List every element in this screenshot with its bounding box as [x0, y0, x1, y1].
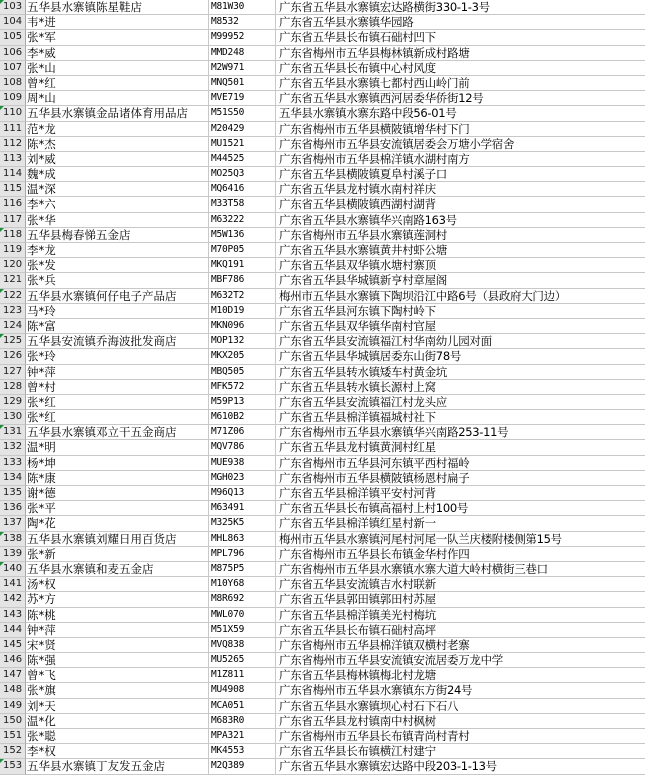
merchant-name-cell[interactable]: 刘*威 — [26, 152, 209, 167]
merchant-name-cell[interactable]: 李*龙 — [26, 243, 209, 258]
merchant-name-cell[interactable]: 陈*富 — [26, 319, 209, 334]
row-number[interactable]: 144 — [0, 623, 26, 638]
merchant-code-cell[interactable]: MVE719 — [209, 91, 276, 106]
table-row[interactable] — [0, 759, 645, 774]
row-number[interactable]: 120 — [0, 258, 26, 273]
merchant-name-cell[interactable]: 张*军 — [26, 30, 209, 45]
row-number[interactable]: 121 — [0, 273, 26, 288]
address-cell[interactable]: 广东省五华县棉洋镇美光村梅坑 — [276, 608, 645, 623]
table-row[interactable] — [0, 46, 645, 61]
row-number[interactable]: 131 — [0, 425, 26, 440]
merchant-name-cell[interactable]: 陈*强 — [26, 653, 209, 668]
table-row[interactable] — [0, 365, 645, 380]
merchant-code-cell[interactable]: MU1521 — [209, 137, 276, 152]
address-cell[interactable]: 广东省五华县转水镇长源村上窝 — [276, 380, 645, 395]
merchant-name-cell[interactable]: 刘*天 — [26, 699, 209, 714]
row-number[interactable]: 104 — [0, 15, 26, 30]
row-number[interactable]: 119 — [0, 243, 26, 258]
address-cell[interactable]: 广东省五华县河东镇下陶村岭下 — [276, 304, 645, 319]
address-cell[interactable]: 广东省五华县水寨镇坝心村石下石八 — [276, 699, 645, 714]
merchant-code-cell[interactable]: MNQ501 — [209, 76, 276, 91]
merchant-code-cell[interactable]: M20429 — [209, 122, 276, 137]
merchant-code-cell[interactable]: MU5265 — [209, 653, 276, 668]
address-cell[interactable]: 广东省五华县长布镇石础村凹下 — [276, 30, 645, 45]
table-row[interactable] — [0, 683, 645, 698]
address-cell[interactable]: 广东省五华县安流镇福江村龙头应 — [276, 395, 645, 410]
merchant-name-cell[interactable]: 温*明 — [26, 440, 209, 455]
address-cell[interactable]: 广东省五华县横陂镇夏阜村溪子口 — [276, 167, 645, 182]
address-cell[interactable]: 广东省梅州市五华县水寨镇水寨大道大岭村横街三巷口 — [276, 562, 645, 577]
row-number[interactable]: 137 — [0, 516, 26, 531]
row-number[interactable]: 115 — [0, 182, 26, 197]
merchant-name-cell[interactable]: 张*发 — [26, 258, 209, 273]
table-row[interactable] — [0, 501, 645, 516]
table-row[interactable] — [0, 167, 645, 182]
merchant-name-cell[interactable]: 张*兵 — [26, 273, 209, 288]
row-number[interactable]: 151 — [0, 729, 26, 744]
address-cell[interactable]: 广东省五华县华城镇居委东山街78号 — [276, 349, 645, 364]
merchant-code-cell[interactable]: MBF786 — [209, 273, 276, 288]
row-number[interactable]: 123 — [0, 304, 26, 319]
address-cell[interactable]: 广东省梅州市五华县棉洋镇双横村老寨 — [276, 638, 645, 653]
merchant-code-cell[interactable]: MOP132 — [209, 334, 276, 349]
row-number[interactable]: 116 — [0, 197, 26, 212]
table-row[interactable] — [0, 744, 645, 759]
row-number[interactable]: 138 — [0, 532, 26, 547]
merchant-code-cell[interactable]: M10Y68 — [209, 577, 276, 592]
row-number[interactable]: 106 — [0, 46, 26, 61]
merchant-code-cell[interactable]: M10D19 — [209, 304, 276, 319]
address-cell[interactable]: 广东省五华县双华镇华南村官屋 — [276, 319, 645, 334]
table-row[interactable] — [0, 243, 645, 258]
address-cell[interactable]: 广东省梅州市五华县水寨镇华兴南路253-11号 — [276, 425, 645, 440]
row-number[interactable]: 112 — [0, 137, 26, 152]
table-row[interactable] — [0, 425, 645, 440]
merchant-code-cell[interactable]: M96Q13 — [209, 486, 276, 501]
merchant-name-cell[interactable]: 张*旗 — [26, 683, 209, 698]
address-cell[interactable]: 广东省五华县安流镇吉水村联新 — [276, 577, 645, 592]
merchant-code-cell[interactable]: MO25Q3 — [209, 167, 276, 182]
address-cell[interactable]: 广东省五华县长布镇中心村风度 — [276, 61, 645, 76]
table-row[interactable] — [0, 440, 645, 455]
row-number[interactable]: 109 — [0, 91, 26, 106]
merchant-name-cell[interactable]: 温*化 — [26, 714, 209, 729]
merchant-code-cell[interactable]: M1Z811 — [209, 668, 276, 683]
merchant-code-cell[interactable]: MFK572 — [209, 380, 276, 395]
address-cell[interactable]: 广东省梅州市五华县河东镇平西村福岭 — [276, 456, 645, 471]
address-cell[interactable]: 广东省五华县郭田镇郭田村苏屋 — [276, 592, 645, 607]
merchant-code-cell[interactable]: M71Z06 — [209, 425, 276, 440]
merchant-code-cell[interactable]: M2Q389 — [209, 759, 276, 774]
merchant-name-cell[interactable]: 张*新 — [26, 547, 209, 562]
address-cell[interactable]: 广东省梅州市五华县棉洋镇水湖村南方 — [276, 152, 645, 167]
merchant-code-cell[interactable]: MGH023 — [209, 471, 276, 486]
merchant-code-cell[interactable]: M8532 — [209, 15, 276, 30]
address-cell[interactable]: 广东省五华县水寨镇华园路 — [276, 15, 645, 30]
table-row[interactable] — [0, 471, 645, 486]
merchant-code-cell[interactable]: M2W971 — [209, 61, 276, 76]
table-row[interactable] — [0, 30, 645, 45]
merchant-name-cell[interactable]: 李*权 — [26, 744, 209, 759]
merchant-code-cell[interactable]: M99952 — [209, 30, 276, 45]
merchant-code-cell[interactable]: MHL863 — [209, 532, 276, 547]
address-cell[interactable]: 广东省五华县梅林镇梅北村龙塘 — [276, 668, 645, 683]
table-row[interactable] — [0, 395, 645, 410]
address-cell[interactable]: 广东省梅州市五华县梅林镇新成村路塘 — [276, 46, 645, 61]
row-number[interactable]: 111 — [0, 122, 26, 137]
merchant-name-cell[interactable]: 五华县安流镇乔海波批发商店 — [26, 334, 209, 349]
table-row[interactable] — [0, 122, 645, 137]
merchant-code-cell[interactable]: M63491 — [209, 501, 276, 516]
address-cell[interactable]: 广东省五华县龙村镇南中村枫树 — [276, 714, 645, 729]
address-cell[interactable]: 广东省梅州市五华县水寨镇莲洞村 — [276, 228, 645, 243]
table-row[interactable] — [0, 668, 645, 683]
row-number[interactable]: 108 — [0, 76, 26, 91]
row-number[interactable]: 148 — [0, 683, 26, 698]
merchant-name-cell[interactable]: 汤*权 — [26, 577, 209, 592]
merchant-name-cell[interactable]: 韦*进 — [26, 15, 209, 30]
merchant-code-cell[interactable]: MQ6416 — [209, 182, 276, 197]
address-cell[interactable]: 广东省五华县水寨镇西河居委华侨街12号 — [276, 91, 645, 106]
row-number[interactable]: 127 — [0, 365, 26, 380]
address-cell[interactable]: 广东省五华县龙村镇黄洞村红星 — [276, 440, 645, 455]
table-row[interactable] — [0, 714, 645, 729]
merchant-name-cell[interactable]: 五华县水寨镇何仔电子产品店 — [26, 289, 209, 304]
merchant-code-cell[interactable]: MKQ191 — [209, 258, 276, 273]
merchant-code-cell[interactable]: M325K5 — [209, 516, 276, 531]
row-number[interactable]: 153 — [0, 759, 26, 774]
table-row[interactable] — [0, 106, 645, 121]
merchant-name-cell[interactable]: 张*华 — [26, 213, 209, 228]
row-number[interactable]: 141 — [0, 577, 26, 592]
merchant-name-cell[interactable]: 陈*康 — [26, 471, 209, 486]
merchant-name-cell[interactable]: 张*红 — [26, 395, 209, 410]
merchant-code-cell[interactable]: MMD248 — [209, 46, 276, 61]
merchant-code-cell[interactable]: M51X59 — [209, 623, 276, 638]
address-cell[interactable]: 广东省五华县水寨镇黄井村虾公塘 — [276, 243, 645, 258]
address-cell[interactable]: 广东省五华县长布镇石础村高坪 — [276, 623, 645, 638]
row-number[interactable]: 103 — [0, 0, 26, 15]
table-row[interactable] — [0, 653, 645, 668]
address-cell[interactable]: 广东省梅州市五华县安流镇居委会万塘小学宿舍 — [276, 137, 645, 152]
table-row[interactable] — [0, 349, 645, 364]
merchant-name-cell[interactable]: 五华县水寨镇刘耀日用百货店 — [26, 532, 209, 547]
address-cell[interactable]: 广东省五华县横陂镇西湖村湖背 — [276, 197, 645, 212]
row-number[interactable]: 147 — [0, 668, 26, 683]
address-cell[interactable]: 五华县水寨镇水寨东路中段56-01号 — [276, 106, 645, 121]
merchant-name-cell[interactable]: 曾*飞 — [26, 668, 209, 683]
row-number[interactable]: 140 — [0, 562, 26, 577]
merchant-name-cell[interactable]: 范*龙 — [26, 122, 209, 137]
merchant-name-cell[interactable]: 谢*德 — [26, 486, 209, 501]
merchant-code-cell[interactable]: MKX205 — [209, 349, 276, 364]
merchant-name-cell[interactable]: 五华县水寨镇邓立干五金商店 — [26, 425, 209, 440]
table-row[interactable] — [0, 577, 645, 592]
merchant-name-cell[interactable]: 陈*桃 — [26, 608, 209, 623]
table-row[interactable] — [0, 76, 645, 91]
address-cell[interactable]: 广东省五华县水寨镇宏达路中段203-1-13号 — [276, 759, 645, 774]
table-row[interactable] — [0, 304, 645, 319]
merchant-name-cell[interactable]: 陈*杰 — [26, 137, 209, 152]
row-number[interactable]: 146 — [0, 653, 26, 668]
table-row[interactable] — [0, 699, 645, 714]
table-row[interactable] — [0, 562, 645, 577]
table-row[interactable] — [0, 228, 645, 243]
merchant-name-cell[interactable]: 五华县水寨镇金品诸体育用品店 — [26, 106, 209, 121]
address-cell[interactable]: 广东省五华县棉洋镇福城村社下 — [276, 410, 645, 425]
row-number[interactable]: 152 — [0, 744, 26, 759]
table-row[interactable] — [0, 0, 645, 15]
merchant-name-cell[interactable]: 五华县梅春悌五金店 — [26, 228, 209, 243]
table-row[interactable] — [0, 410, 645, 425]
address-cell[interactable]: 广东省梅州市五华县水寨镇东方街24号 — [276, 683, 645, 698]
address-cell[interactable]: 广东省五华县转水镇矮车村黄金坑 — [276, 365, 645, 380]
address-cell[interactable]: 广东省梅州市五华县横陂镇增华村下门 — [276, 122, 645, 137]
merchant-name-cell[interactable]: 钟*萍 — [26, 623, 209, 638]
row-number[interactable]: 126 — [0, 349, 26, 364]
merchant-code-cell[interactable]: M875P5 — [209, 562, 276, 577]
address-cell[interactable]: 广东省五华县水寨镇七都村西山岭门前 — [276, 76, 645, 91]
merchant-code-cell[interactable]: MUE938 — [209, 456, 276, 471]
address-cell[interactable]: 广东省五华县水寨镇宏达路横街330-1-3号 — [276, 0, 645, 15]
row-number[interactable]: 107 — [0, 61, 26, 76]
row-number[interactable]: 149 — [0, 699, 26, 714]
merchant-code-cell[interactable]: MKN096 — [209, 319, 276, 334]
merchant-name-cell[interactable]: 曾*红 — [26, 76, 209, 91]
merchant-code-cell[interactable]: MK4553 — [209, 744, 276, 759]
table-row[interactable] — [0, 258, 645, 273]
row-number[interactable]: 125 — [0, 334, 26, 349]
table-row[interactable] — [0, 486, 645, 501]
row-number[interactable]: 118 — [0, 228, 26, 243]
address-cell[interactable]: 广东省五华县长布镇高福村上村100号 — [276, 501, 645, 516]
address-cell[interactable]: 广东省五华县棉洋镇平安村河背 — [276, 486, 645, 501]
row-number[interactable]: 136 — [0, 501, 26, 516]
merchant-code-cell[interactable]: M63222 — [209, 213, 276, 228]
address-cell[interactable]: 广东省梅州市五华县横陂镇杨恩村扁子 — [276, 471, 645, 486]
address-cell[interactable]: 广东省五华县龙村镇水南村祥庆 — [276, 182, 645, 197]
merchant-name-cell[interactable]: 马*玲 — [26, 304, 209, 319]
merchant-code-cell[interactable]: MBQ505 — [209, 365, 276, 380]
merchant-code-cell[interactable]: M51S50 — [209, 106, 276, 121]
merchant-name-cell[interactable]: 李*威 — [26, 46, 209, 61]
table-row[interactable] — [0, 547, 645, 562]
address-cell[interactable]: 广东省五华县水寨镇华兴南路163号 — [276, 213, 645, 228]
row-number[interactable]: 143 — [0, 608, 26, 623]
table-row[interactable] — [0, 273, 645, 288]
row-number[interactable]: 129 — [0, 395, 26, 410]
row-number[interactable]: 128 — [0, 380, 26, 395]
merchant-code-cell[interactable]: MWL070 — [209, 608, 276, 623]
merchant-code-cell[interactable]: M8R692 — [209, 592, 276, 607]
table-row[interactable] — [0, 182, 645, 197]
merchant-name-cell[interactable]: 曾*村 — [26, 380, 209, 395]
merchant-name-cell[interactable]: 张*山 — [26, 61, 209, 76]
address-cell[interactable]: 广东省梅州市五华县安流镇安流居委万龙中学 — [276, 653, 645, 668]
merchant-code-cell[interactable]: MPA321 — [209, 729, 276, 744]
row-number[interactable]: 105 — [0, 30, 26, 45]
merchant-name-cell[interactable]: 张*平 — [26, 501, 209, 516]
merchant-name-cell[interactable]: 温*深 — [26, 182, 209, 197]
merchant-code-cell[interactable]: MCA051 — [209, 699, 276, 714]
row-number[interactable]: 139 — [0, 547, 26, 562]
table-row[interactable] — [0, 137, 645, 152]
merchant-code-cell[interactable]: MPL796 — [209, 547, 276, 562]
merchant-code-cell[interactable]: MVQ838 — [209, 638, 276, 653]
table-row[interactable] — [0, 729, 645, 744]
merchant-code-cell[interactable]: M59P13 — [209, 395, 276, 410]
address-cell[interactable]: 梅州市五华县水寨镇下陶坝沿江中路6号（县政府大门边） — [276, 289, 645, 304]
merchant-code-cell[interactable]: M33T58 — [209, 197, 276, 212]
address-cell[interactable]: 广东省梅州市五华县长布镇金华村作四 — [276, 547, 645, 562]
table-row[interactable] — [0, 319, 645, 334]
table-row[interactable] — [0, 152, 645, 167]
merchant-code-cell[interactable]: M70P05 — [209, 243, 276, 258]
row-number[interactable]: 110 — [0, 106, 26, 121]
row-number[interactable]: 124 — [0, 319, 26, 334]
merchant-name-cell[interactable]: 魏*成 — [26, 167, 209, 182]
table-row[interactable] — [0, 334, 645, 349]
table-row[interactable] — [0, 91, 645, 106]
merchant-name-cell[interactable]: 钟*萍 — [26, 365, 209, 380]
merchant-code-cell[interactable]: M683R0 — [209, 714, 276, 729]
table-row[interactable] — [0, 380, 645, 395]
merchant-name-cell[interactable]: 张*聪 — [26, 729, 209, 744]
table-row[interactable] — [0, 516, 645, 531]
table-row[interactable] — [0, 608, 645, 623]
row-number[interactable]: 117 — [0, 213, 26, 228]
address-cell[interactable]: 广东省五华县安流镇福江村华南幼儿园对面 — [276, 334, 645, 349]
merchant-name-cell[interactable]: 五华县水寨镇丁友发五金店 — [26, 759, 209, 774]
address-cell[interactable]: 广东省五华县棉洋镇红星村新一 — [276, 516, 645, 531]
merchant-code-cell[interactable]: M81W30 — [209, 0, 276, 15]
row-number[interactable]: 130 — [0, 410, 26, 425]
table-row[interactable] — [0, 213, 645, 228]
row-number[interactable]: 132 — [0, 440, 26, 455]
table-row[interactable] — [0, 623, 645, 638]
row-number[interactable]: 145 — [0, 638, 26, 653]
row-number[interactable]: 134 — [0, 471, 26, 486]
row-number[interactable]: 114 — [0, 167, 26, 182]
table-row[interactable] — [0, 592, 645, 607]
merchant-name-cell[interactable]: 五华县水寨镇陈星鞋店 — [26, 0, 209, 15]
row-number[interactable]: 142 — [0, 592, 26, 607]
merchant-code-cell[interactable]: M610B2 — [209, 410, 276, 425]
merchant-name-cell[interactable]: 五华县水寨镇和麦五金店 — [26, 562, 209, 577]
address-cell[interactable]: 广东省梅州市五华县长布镇青尚村青村 — [276, 729, 645, 744]
table-row[interactable] — [0, 197, 645, 212]
table-row[interactable] — [0, 289, 645, 304]
merchant-code-cell[interactable]: M5W136 — [209, 228, 276, 243]
merchant-name-cell[interactable]: 苏*方 — [26, 592, 209, 607]
merchant-code-cell[interactable]: M44525 — [209, 152, 276, 167]
merchant-name-cell[interactable]: 张*红 — [26, 410, 209, 425]
table-row[interactable] — [0, 15, 645, 30]
merchant-name-cell[interactable]: 周*山 — [26, 91, 209, 106]
merchant-code-cell[interactable]: MU4908 — [209, 683, 276, 698]
merchant-code-cell[interactable]: M632T2 — [209, 289, 276, 304]
merchant-name-cell[interactable]: 李*六 — [26, 197, 209, 212]
address-cell[interactable]: 广东省五华县双华镇水塘村寨顶 — [276, 258, 645, 273]
row-number[interactable]: 135 — [0, 486, 26, 501]
address-cell[interactable]: 广东省五华县华城镇新亨村章屋阁 — [276, 273, 645, 288]
table-row[interactable] — [0, 638, 645, 653]
row-number[interactable]: 113 — [0, 152, 26, 167]
merchant-name-cell[interactable]: 杨*坤 — [26, 456, 209, 471]
merchant-code-cell[interactable]: MQV786 — [209, 440, 276, 455]
table-row[interactable] — [0, 456, 645, 471]
address-cell[interactable]: 广东省五华县长布镇横江村建宁 — [276, 744, 645, 759]
row-number[interactable]: 150 — [0, 714, 26, 729]
merchant-name-cell[interactable]: 陶*花 — [26, 516, 209, 531]
address-cell[interactable]: 梅州市五华县水寨镇河尾村河尾一队兰庆楼附楼侧第15号 — [276, 532, 645, 547]
merchant-name-cell[interactable]: 张*玲 — [26, 349, 209, 364]
row-number[interactable]: 122 — [0, 289, 26, 304]
merchant-name-cell[interactable]: 宋*贤 — [26, 638, 209, 653]
table-row[interactable] — [0, 61, 645, 76]
row-number[interactable]: 133 — [0, 456, 26, 471]
table-row[interactable] — [0, 532, 645, 547]
